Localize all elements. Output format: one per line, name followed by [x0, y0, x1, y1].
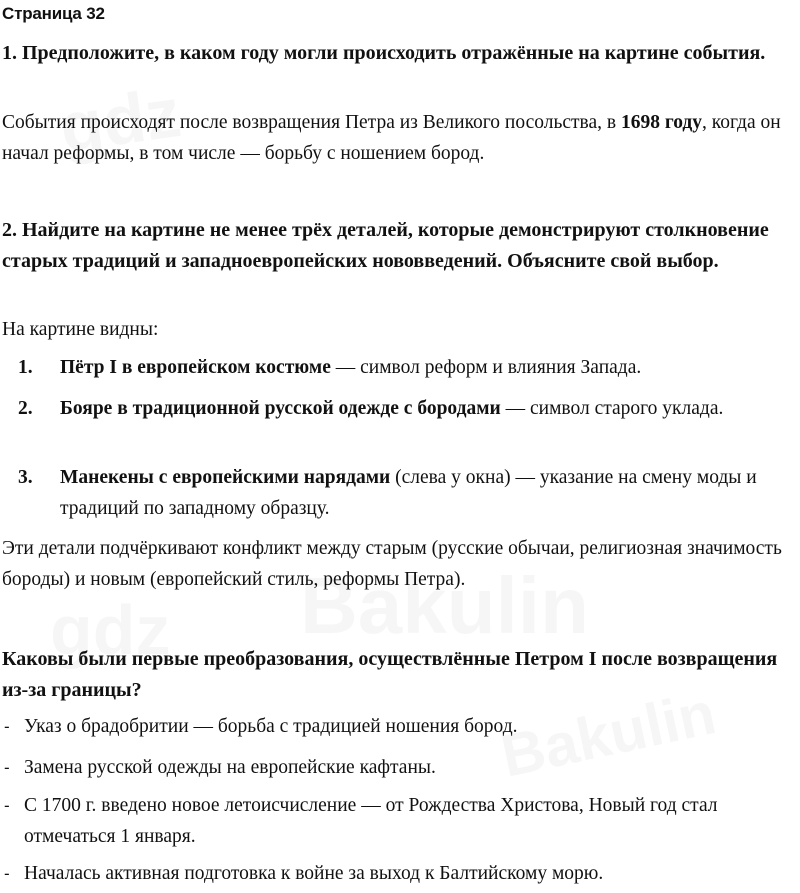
answer-1-after: , когда он начал реформы, в том числе — борьбу с ношением бород. [2, 112, 781, 164]
section2-intro: На картине видны: [2, 319, 159, 340]
list-item-rest: — символ старого уклада. [500, 398, 724, 419]
list-item [2, 393, 794, 424]
page-label: Страница 32 [2, 4, 105, 23]
list-item-text: С 1700 г. введено новое летоисчисление — от Рождества Христова, Новый год стал отмечаться 1 января. [24, 795, 718, 847]
list-item-number: 1. [18, 357, 33, 378]
bullet-dash: - [4, 796, 10, 815]
list-item-number: 3. [18, 467, 33, 488]
list-item-bold: Бояре в традиционной русской одежде с бородами [60, 398, 501, 419]
list-item [2, 462, 794, 524]
bullet-dash: - [4, 864, 10, 883]
section2-conclusion: Эти детали подчёркивают конфликт между старым (русские обычаи, религиозная значимость бороды) и новым (европейский стиль, реформы Петра). [2, 538, 782, 590]
list-item-text: Замена русской одежды на европейские кафтаны. [24, 757, 436, 778]
list-item-text: Началась активная подготовка к войне за выход к Балтийскому морю. [24, 863, 604, 884]
answer-1 [2, 107, 796, 169]
answer-1-year: 1698 году [621, 112, 703, 133]
list-item-rest: — символ реформ и влияния Запада. [330, 357, 642, 378]
list-item-text [60, 352, 794, 383]
list-item [2, 711, 796, 742]
list-item-bold: Пётр I в европейском костюме [60, 357, 331, 378]
answer-1-before: События происходят после возвращения Петра из Великого посольства, в [2, 112, 621, 133]
bullet-dash: - [4, 758, 10, 777]
list-item [2, 752, 796, 783]
list-item-number: 2. [18, 398, 33, 419]
list-item-text [60, 393, 794, 424]
question-2: 2. Найдите на картине не менее трёх деталей, которые демонстрируют столкновение старых традиций и западноевропейских нововведений. Объясните свой выбор. [2, 219, 769, 272]
bullet-dash: - [4, 717, 10, 736]
list-item-bold: Манекены с европейскими нарядами [60, 467, 391, 488]
list-item [2, 858, 796, 889]
list-item-rest: (слева у окна) — указание на смену моды и традиций по западному образцу. [60, 467, 757, 519]
list-item-text: Указ о брадобритии — борьба с традицией ношения бород. [24, 716, 518, 737]
list-item-text [60, 462, 794, 524]
question-1: 1. Предположите, в каком году могли происходить отражённые на картине события. [2, 42, 766, 64]
question-3: Каковы были первые преобразования, осуществлённые Петром I после возвращения из-за границы? [2, 648, 778, 701]
list-item [2, 790, 796, 852]
list-item [2, 352, 794, 383]
